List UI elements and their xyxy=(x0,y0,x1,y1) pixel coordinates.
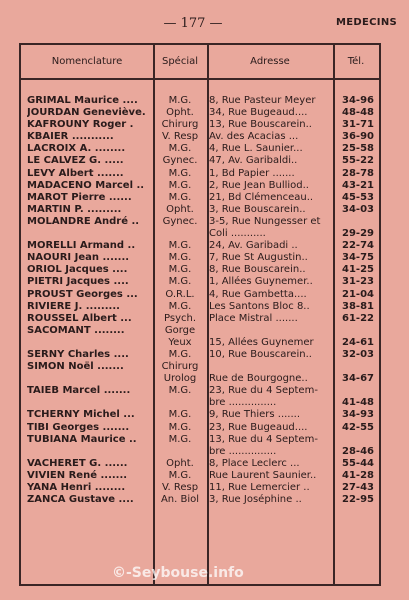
table-row xyxy=(21,337,379,349)
address: Place Mistral ....... xyxy=(209,312,298,324)
address: 3-5, Rue Nungesser et xyxy=(209,215,321,227)
phone: 55-22 xyxy=(342,155,374,167)
table-row xyxy=(21,168,379,180)
doctor-name: LACROIX A. ........ xyxy=(27,143,126,155)
address: Coli ........... xyxy=(209,228,266,240)
table-header xyxy=(21,45,379,80)
phone: 34-93 xyxy=(342,409,374,421)
table-row xyxy=(21,325,379,337)
table-row xyxy=(21,349,379,361)
phone: 61-22 xyxy=(342,312,374,324)
specialty: Gynec. xyxy=(162,155,198,167)
address: 15, Allées Guynemer xyxy=(209,336,314,348)
phone: 41-48 xyxy=(342,397,374,409)
doctor-name: RIVIERE J. ......... xyxy=(27,300,120,312)
table-row xyxy=(21,289,379,301)
phone: 41-28 xyxy=(342,469,374,481)
address: 3, Rue Bouscarein.. xyxy=(209,203,306,215)
doctor-name: TCHERNY Michel ... xyxy=(27,409,135,421)
specialty: M.G. xyxy=(168,348,192,360)
phone: 21-04 xyxy=(342,288,374,300)
address: 8, Place Leclerc ... xyxy=(209,457,300,469)
table-row xyxy=(21,385,379,397)
specialty: M.G. xyxy=(168,179,192,191)
table-row xyxy=(21,131,379,143)
phone: 22-95 xyxy=(342,494,374,506)
address: Rue Laurent Saunier.. xyxy=(209,469,317,481)
table-row xyxy=(21,155,379,167)
phone: 55-44 xyxy=(342,457,374,469)
phone: 36-90 xyxy=(342,131,374,143)
address: 13, Rue Bouscarein.. xyxy=(209,119,312,131)
address: 1, Allées Guynemer.. xyxy=(209,276,313,288)
table-row xyxy=(21,240,379,252)
table-row xyxy=(21,216,379,228)
phone: 28-46 xyxy=(342,445,374,457)
address: 9, Rue Thiers ....... xyxy=(209,409,301,421)
page-header xyxy=(0,16,409,32)
table-row xyxy=(21,301,379,313)
address: 34, Rue Bugeaud.... xyxy=(209,107,308,119)
specialty: Psych. xyxy=(164,312,196,324)
doctor-name: MARTIN P. ......... xyxy=(27,203,122,215)
phone: 48-48 xyxy=(342,107,374,119)
table-row xyxy=(21,409,379,421)
table-row xyxy=(21,95,379,107)
specialty: An. Biol xyxy=(160,494,200,506)
address: 24, Av. Garibadi .. xyxy=(209,240,298,252)
table-row xyxy=(21,422,379,434)
doctor-name: ZANCA Gustave .... xyxy=(27,494,134,506)
table-row xyxy=(21,264,379,276)
doctor-name: ROUSSEL Albert ... xyxy=(27,312,132,324)
col-nomenclature: Nomenclature xyxy=(51,56,123,67)
address: 23, Rue Bugeaud.... xyxy=(209,421,308,433)
doctor-name: JOURDAN Geneviève. xyxy=(27,107,146,119)
doctor-name: VACHERET G. ...... xyxy=(27,457,128,469)
address: 8, Rue Bouscarein.. xyxy=(209,264,306,276)
table-row xyxy=(21,446,379,458)
specialty: M.G. xyxy=(168,433,192,445)
address: Rue de Bourgogne.. xyxy=(209,373,308,385)
address: 8, Rue Pasteur Meyer xyxy=(209,95,316,106)
doctor-name: TIBI Georges ....... xyxy=(27,421,130,433)
table-row xyxy=(21,107,379,119)
specialty: V. Resp xyxy=(161,482,199,493)
specialty: V. Resp xyxy=(161,131,199,143)
doctor-name: SACOMANT ........ xyxy=(27,324,125,336)
phone: 29-29 xyxy=(342,228,374,240)
doctor-name: NAOURI Jean ....... xyxy=(27,252,130,264)
table-row xyxy=(21,192,379,204)
table-row xyxy=(21,361,379,373)
phone: 27-43 xyxy=(342,482,374,493)
address: 4, Rue L. Saunier... xyxy=(209,143,303,155)
specialty: M.G. xyxy=(168,167,192,179)
address: 23, Rue du 4 Septem- xyxy=(209,385,318,397)
address: 13, Rue du 4 Septem- xyxy=(209,433,318,445)
phone: 43-21 xyxy=(342,179,374,191)
specialty: M.G. xyxy=(168,143,192,155)
specialty: Opht. xyxy=(166,203,194,215)
doctor-name: TAIEB Marcel ....... xyxy=(27,385,131,397)
doctor-name: LE CALVEZ G. ..... xyxy=(27,155,124,167)
col-special: Spécial xyxy=(161,56,199,67)
table-row xyxy=(21,494,379,506)
doctor-name: SERNY Charles .... xyxy=(27,348,129,360)
doctor-name: VIVIEN René ....... xyxy=(27,469,128,481)
table-row xyxy=(21,276,379,288)
phone: 22-74 xyxy=(342,240,374,252)
address: Av. des Acacias ... xyxy=(209,131,299,143)
doctor-name: PROUST Georges ... xyxy=(27,288,138,300)
table-row xyxy=(21,397,379,409)
phone: 28-78 xyxy=(342,167,374,179)
doctors-table xyxy=(19,43,381,586)
phone: 38-81 xyxy=(342,300,374,312)
doctor-name: MORELLI Armand .. xyxy=(27,240,136,252)
specialty: M.G. xyxy=(168,264,192,276)
address: bre ............... xyxy=(209,397,277,409)
table-row xyxy=(21,143,379,155)
doctor-name: TUBIANA Maurice .. xyxy=(27,433,137,445)
table-row xyxy=(21,482,379,494)
address: 7, Rue St Augustin.. xyxy=(209,252,308,264)
specialty: M.G. xyxy=(168,421,192,433)
table-row xyxy=(21,470,379,482)
specialty: Chirurg xyxy=(161,119,199,131)
phone: 42-55 xyxy=(342,421,374,433)
doctor-name: MADACENO Marcel .. xyxy=(27,179,145,191)
phone: 45-53 xyxy=(342,191,374,203)
address: 3, Rue Joséphine .. xyxy=(209,494,302,506)
specialty: O.R.L. xyxy=(165,288,195,300)
doctor-name: MOLANDRE André .. xyxy=(27,215,140,227)
phone: 34-03 xyxy=(342,203,374,215)
specialty: Opht. xyxy=(166,107,194,119)
phone: 25-58 xyxy=(342,143,374,155)
phone: 31-23 xyxy=(342,276,374,288)
doctor-name: YANA Henri ........ xyxy=(27,482,126,493)
doctor-name: PIETRI Jacques .... xyxy=(27,276,129,288)
phone: 34-67 xyxy=(342,373,374,385)
phone: 34-75 xyxy=(342,252,374,264)
specialty: M.G. xyxy=(168,469,192,481)
specialty: M.G. xyxy=(168,95,192,106)
doctor-name: KBAIER ........... xyxy=(27,131,114,143)
doctor-name: ORIOL Jacques .... xyxy=(27,264,128,276)
page-number: — 177 — xyxy=(163,16,223,31)
doctor-name: GRIMAL Maurice .... xyxy=(27,95,138,106)
doctor-name: SIMON Noël ....... xyxy=(27,361,124,373)
phone: 32-03 xyxy=(342,348,374,360)
table-row xyxy=(21,228,379,240)
address: 21, Bd Clémenceau.. xyxy=(209,191,314,203)
table-body xyxy=(21,95,379,506)
phone: 41-25 xyxy=(342,264,374,276)
doctor-name: MAROT Pierre ...... xyxy=(27,191,132,203)
table-row xyxy=(21,313,379,325)
doctor-name: KAFROUNY Roger . xyxy=(27,119,134,131)
table-row xyxy=(21,458,379,470)
specialty: Yeux xyxy=(168,336,192,348)
specialty: M.G. xyxy=(168,300,192,312)
address: Les Santons Bloc 8.. xyxy=(209,300,310,312)
table-row xyxy=(21,373,379,385)
specialty: M.G. xyxy=(168,191,192,203)
address: 4, Rue Gambetta.... xyxy=(209,288,307,300)
section-title: MEDECINS xyxy=(336,17,397,28)
table-row xyxy=(21,180,379,192)
address: 11, Rue Lemercier .. xyxy=(209,482,310,493)
doctor-name: LEVY Albert ....... xyxy=(27,167,124,179)
address: 1, Bd Papier ....... xyxy=(209,167,295,179)
specialty: Gynec. xyxy=(162,215,198,227)
address: bre ............... xyxy=(209,445,277,457)
specialty: Urolog xyxy=(163,373,197,385)
specialty: M.G. xyxy=(168,385,192,397)
specialty: Gorge xyxy=(164,324,196,336)
address: 2, Rue Jean Bulliod.. xyxy=(209,179,309,191)
phone: 34-96 xyxy=(342,95,374,106)
specialty: M.G. xyxy=(168,409,192,421)
specialty: Opht. xyxy=(166,457,194,469)
table-row xyxy=(21,119,379,131)
table-row xyxy=(21,204,379,216)
table-row xyxy=(21,252,379,264)
specialty: Chirurg xyxy=(161,361,199,373)
col-adresse: Adresse xyxy=(250,56,290,67)
phone: 24-61 xyxy=(342,336,374,348)
watermark: ©-Seybouse.info xyxy=(112,565,244,581)
specialty: M.G. xyxy=(168,276,192,288)
table-row xyxy=(21,434,379,446)
specialty: M.G. xyxy=(168,252,192,264)
address: 47, Av. Garibaldi.. xyxy=(209,155,298,167)
phone: 31-71 xyxy=(342,119,374,131)
specialty: M.G. xyxy=(168,240,192,252)
col-tel: Tél. xyxy=(347,56,365,67)
address: 10, Rue Bouscarein.. xyxy=(209,348,312,360)
